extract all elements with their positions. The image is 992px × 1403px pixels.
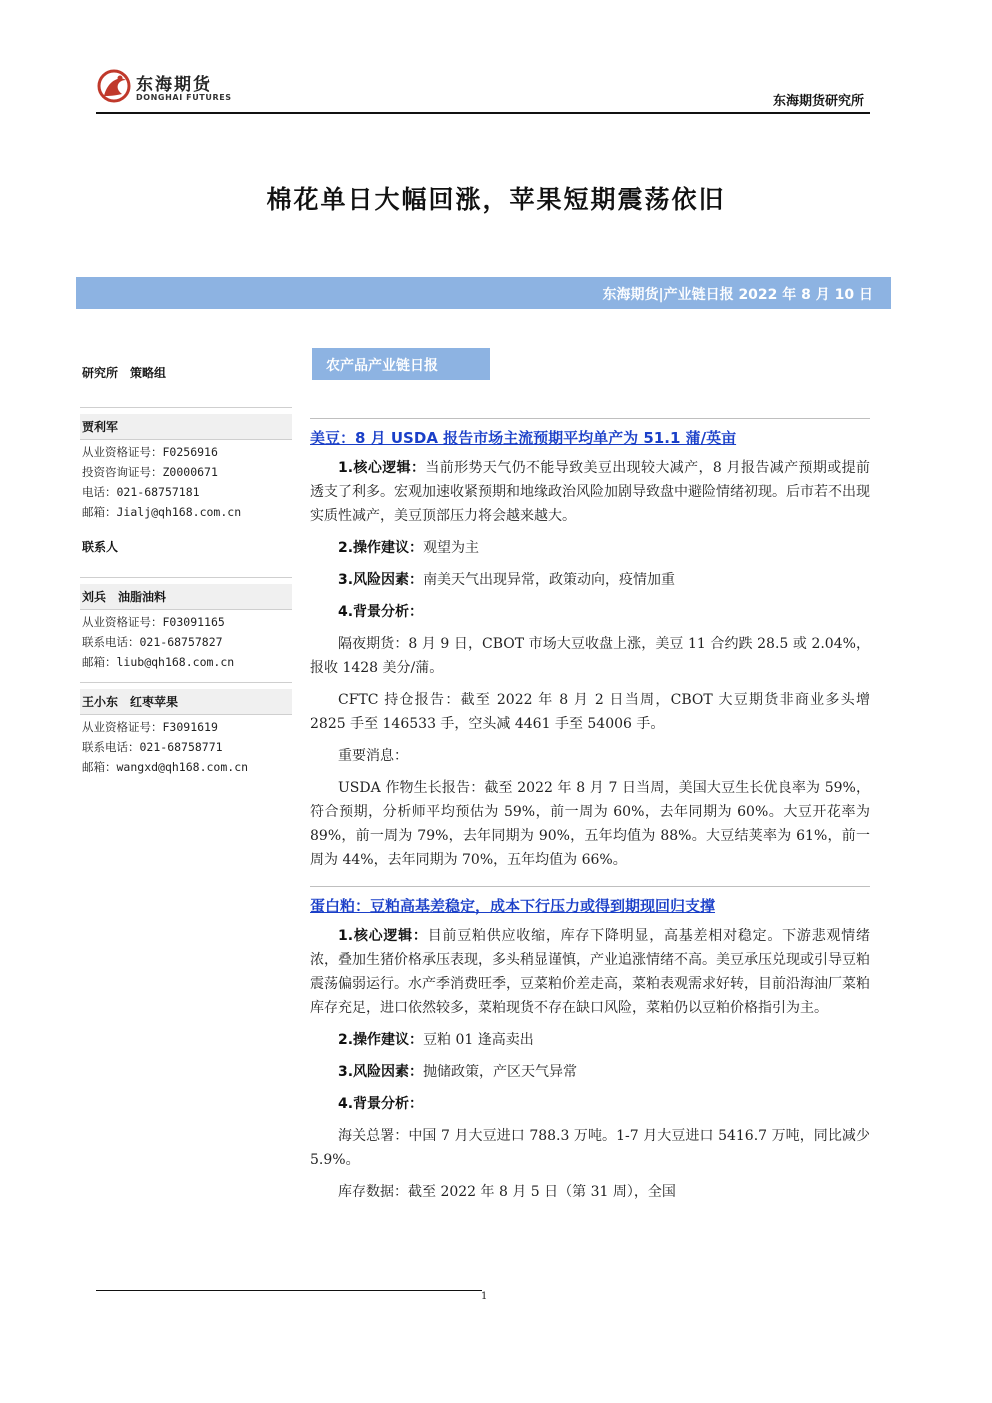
paragraph [310, 600, 870, 624]
paragraph: 重要消息： [338, 748, 408, 764]
paragraph-text: 目前豆粕供应收缩，库存下降明显，高基差相对稳定。下游悲观情绪浓，叠加生猪价格承压表现，多头稍显谨慎，产业追涨情绪不高。美豆承压兑现或引导豆粕震荡偏弱运行。水产季消费旺季，豆菜粕价差走高，菜粕表观需求好转，目前沿海油厂菜粕库存充足，进口依然较多，菜粕现货不存在缺口风险，菜粕仍以豆粕价格指引为主。 [310, 928, 871, 1016]
section-title-meal[interactable]: 蛋白粕：豆粕高基差稳定，成本下行压力或得到期现回归支撑 [310, 897, 716, 915]
contact-license: 从业资格证号：F03091165 [82, 615, 225, 629]
paragraph-label: 3.风险因素： [338, 1064, 424, 1080]
header-divider [96, 112, 870, 114]
sidebar-divider [80, 682, 292, 683]
contacts-label: 联系人 [82, 540, 119, 554]
report-title: 棉花单日大幅回涨，苹果短期震荡依旧 [266, 185, 726, 214]
banner-text: 东海期货|产业链日报 2022 年 8 月 10 日 [602, 287, 873, 303]
contact-name: 王小东 红枣苹果 [80, 689, 292, 714]
date-banner [76, 277, 891, 309]
paragraph [310, 924, 870, 1020]
contact-license: 从业资格证号：F3091619 [82, 720, 218, 734]
paragraph-text: 观望为主 [423, 540, 480, 556]
category-tag [312, 348, 490, 380]
section-title-soybean[interactable]: 美豆：8 月 USDA 报告市场主流预期平均单产为 51.1 蒲/英亩 [310, 429, 737, 447]
paragraph-label: 3.风险因素： [338, 572, 424, 588]
footer-divider [96, 1290, 482, 1291]
donghai-logo-icon [96, 66, 132, 108]
logo-text-en: DONGHAI FUTURES [136, 93, 232, 102]
section-header [310, 886, 870, 916]
paragraph-text: 抛储政策，产区天气异常 [423, 1064, 578, 1080]
paragraph-text: 豆粕 01 逢高卖出 [423, 1032, 534, 1048]
paragraph [310, 456, 870, 528]
research-group: 研究所 策略组 [82, 366, 167, 380]
contact-phone: 联系电话：021-68758771 [82, 740, 223, 754]
paragraph [310, 1028, 870, 1052]
institute-name: 东海期货研究所 [772, 94, 864, 109]
author-consult-license: 投资咨询证号：Z0000671 [82, 465, 218, 479]
paragraph-label: 4.背景分析： [338, 604, 424, 620]
paragraph: 隔夜期货：8 月 9 日，CBOT 市场大豆收盘上涨，美豆 11 合约跌 28.5 或 2.04%，报收 1428 美分/蒲。 [310, 636, 870, 676]
sidebar-divider [80, 577, 292, 578]
report-body [310, 418, 870, 1204]
sidebar-divider [80, 407, 292, 408]
contact-sidebar [80, 360, 292, 777]
page-number: 1 [481, 1291, 488, 1302]
paragraph-label: 1.核心逻辑： [338, 928, 428, 944]
paragraph [310, 536, 870, 560]
author-phone: 电话：021-68757181 [82, 485, 200, 499]
contact-email[interactable]: 邮箱：liub@qh168.com.cn [82, 655, 235, 669]
author-email[interactable]: 邮箱：Jialj@qh168.com.cn [82, 505, 242, 519]
author-name: 贾利军 [80, 414, 292, 439]
paragraph [310, 1060, 870, 1084]
category-tag-text: 农产品产业链日报 [326, 358, 438, 374]
contact-email[interactable]: 邮箱：wangxd@qh168.com.cn [82, 760, 249, 774]
logo-text-cn: 东海期货 [136, 75, 212, 95]
section-header [310, 418, 870, 448]
author-license: 从业资格证号：F0256916 [82, 445, 218, 459]
paragraph-label: 2.操作建议： [338, 540, 424, 556]
paragraph-label: 4.背景分析： [338, 1096, 424, 1112]
paragraph [310, 568, 870, 592]
contact-name: 刘兵 油脂油料 [80, 584, 292, 609]
paragraph-text: 南美天气出现异常，政策动向，疫情加重 [423, 572, 676, 588]
paragraph-label: 1.核心逻辑： [338, 460, 426, 476]
paragraph: CFTC 持仓报告：截至 2022 年 8 月 2 日当周，CBOT 大豆期货非商业多头增 2825 手至 146533 手，空头减 4461 手至 54006 手。 [310, 692, 870, 732]
paragraph: 海关总署：中国 7 月大豆进口 788.3 万吨。1-7 月大豆进口 5416.7 万吨，同比减少 5.9%。 [310, 1128, 870, 1168]
paragraph [310, 1092, 870, 1116]
paragraph-text: 当前形势天气仍不能导致美豆出现较大减产，8 月报告减产预期或提前透支了利多。宏观加速收紧预期和地缘政治风险加剧导致盘中避险情绪初现。后市若不出现实质性减产，美豆顶部压力将会越来越大。 [310, 460, 870, 524]
paragraph: 库存数据：截至 2022 年 8 月 5 日（第 31 周），全国 [338, 1184, 676, 1200]
company-logo [96, 66, 236, 112]
contact-phone: 联系电话：021-68757827 [82, 635, 223, 649]
paragraph-label: 2.操作建议： [338, 1032, 424, 1048]
paragraph: USDA 作物生长报告：截至 2022 年 8 月 7 日当周，美国大豆生长优良率为 59%，符合预期，分析师平均预估为 59%，前一周为 60%，去年同期为 60%。大豆开花率为 89%，前一周为 79%，去年同期为 90%，五年均值为 88%。大豆结荚率为 61%，前一周为 44%，去年同期为 70%，五年均值为 66%。 [310, 780, 870, 868]
